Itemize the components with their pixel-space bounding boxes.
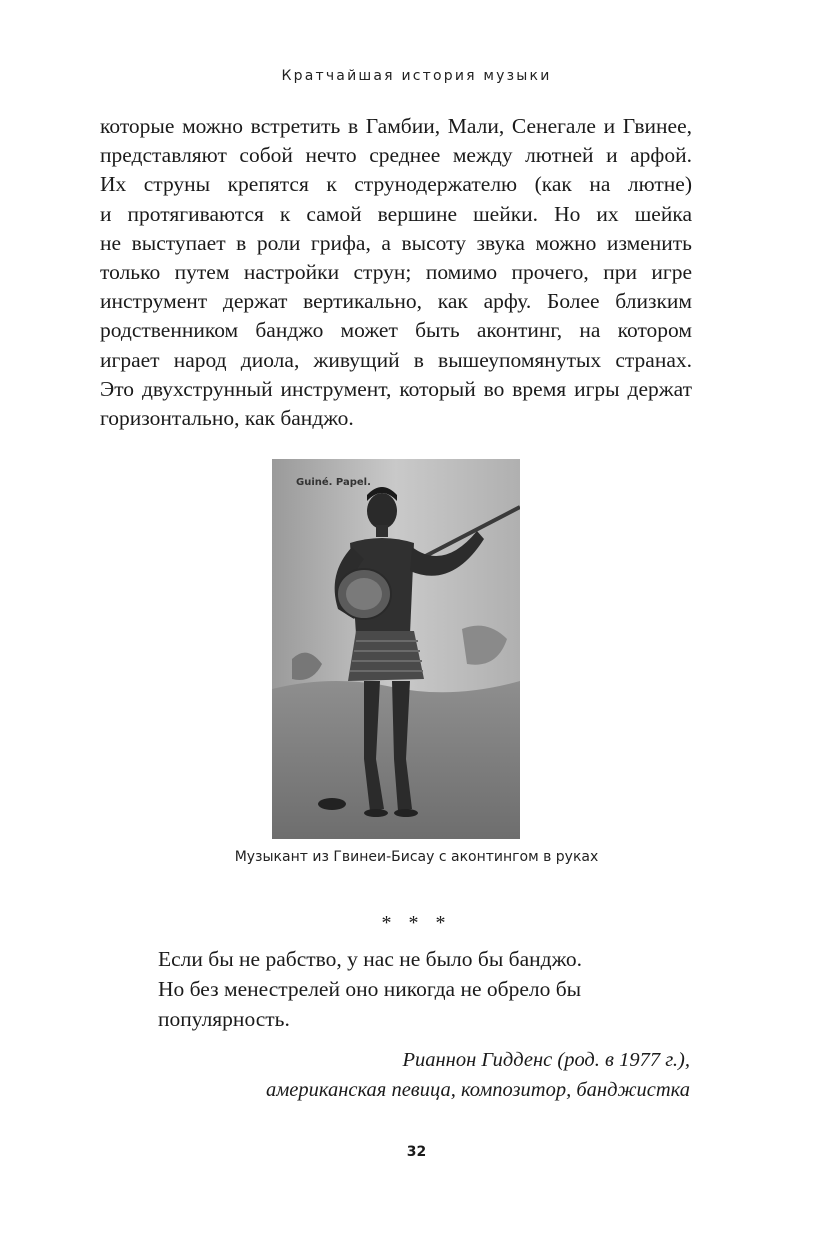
running-head: Кратчайшая история музыки — [281, 68, 552, 84]
body-line: только путем настройки струн; помимо прочего, при игре — [100, 260, 692, 285]
page-number: 32 — [406, 1144, 427, 1160]
epigraph-line: Но без менестрелей оно никогда не обрело бы — [158, 977, 582, 1001]
body-line: не выступает в роли грифа, а высоту звука можно изменить — [100, 230, 692, 255]
body-line: играет народ диола, живущий в вышеупомянутых странах. — [100, 347, 692, 372]
epigraph-attribution — [170, 1045, 690, 1105]
body-paragraph — [100, 112, 692, 433]
musician-photo-illustration — [272, 459, 520, 839]
body-line: которые можно встретить в Гамбии, Мали, Сенегале и Гвинее, — [100, 114, 692, 138]
epigraph-line: Если бы не рабство, у нас не было бы банджо. — [158, 947, 583, 971]
body-line: инструмент держат вертикально, как арфу. Более близким — [100, 289, 692, 314]
section-divider: * * * — [381, 912, 452, 934]
attribution-line: Рианнон Гидденс (род. в 1977 г.), — [402, 1049, 690, 1071]
body-line: горизонтально, как банджо. — [100, 406, 354, 431]
photo-label: Guiné. Papel. — [296, 477, 371, 488]
body-line: Их струны крепятся к струнодержателю (как на лютне) — [100, 172, 692, 197]
body-line: родственником банджо может быть аконтинг, на котором — [100, 318, 692, 343]
epigraph-quote — [158, 944, 678, 1034]
attribution-line: американская певица, композитор, банджистка — [265, 1079, 690, 1101]
body-line: и протягиваются к самой вершине шейки. Но их шейка — [100, 201, 692, 226]
musician-photo — [272, 459, 520, 839]
body-line: Это двухструнный инструмент, который во время игры держат — [100, 376, 692, 401]
figure-caption: Музыкант из Гвинеи-Бисау с аконтингом в руках — [234, 849, 599, 865]
body-line: представляют собой нечто среднее между лютней и арфой. — [100, 143, 692, 168]
epigraph-line: популярность. — [158, 1007, 290, 1031]
